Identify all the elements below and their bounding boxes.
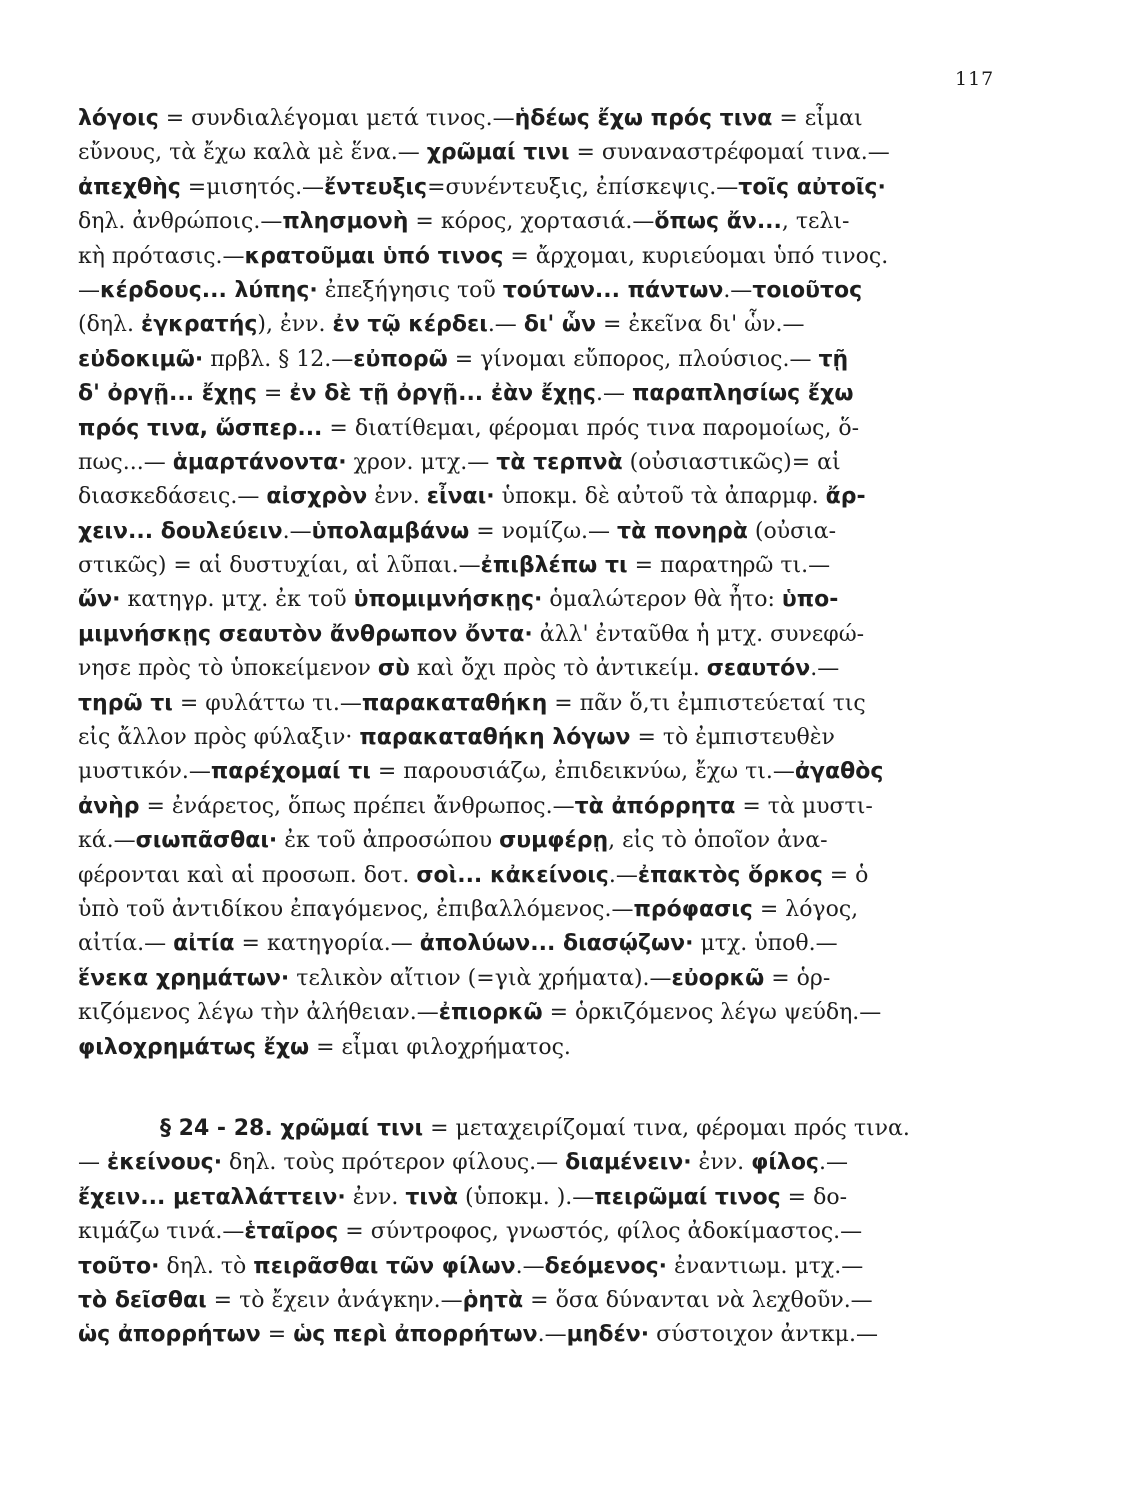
lemma-term: ὤν· xyxy=(78,587,121,613)
gloss-text: = ἄρχομαι, κυριεύομαι ὑπό τινος. xyxy=(503,243,889,269)
lemma-term: τηρῶ τι xyxy=(78,690,173,716)
gloss-text: δηλ. ἀνθρώποις.— xyxy=(78,209,283,235)
gloss-text: κιζόμενος λέγω τὴν ἀλήθειαν.— xyxy=(78,1000,439,1026)
text-line xyxy=(78,962,972,996)
gloss-text: — xyxy=(78,1150,107,1176)
lemma-term: ἀπεχθὴς xyxy=(78,174,181,200)
lemma-term: αἰσχρὸν xyxy=(266,484,368,510)
commentary-paragraph-2 xyxy=(78,1112,972,1353)
gloss-text: = ὁρκιζόμενος λέγω ψεύδη.— xyxy=(542,1000,882,1026)
gloss-text: = φυλάττω τι.— xyxy=(172,690,362,716)
text-line xyxy=(78,1250,972,1284)
gloss-text: = συνδιαλέγομαι μετά τινος.— xyxy=(158,106,515,131)
text-line xyxy=(78,343,972,377)
text-line xyxy=(78,927,972,961)
lemma-term: δεόμενος· xyxy=(544,1253,668,1279)
text-line xyxy=(78,893,972,927)
gloss-text: ἐνν. xyxy=(345,1184,406,1210)
gloss-text: = λόγος, xyxy=(752,896,859,922)
lemma-term: παρέχομαί τι xyxy=(210,759,371,785)
gloss-text: = συναναστρέφομαί τινα.— xyxy=(569,140,890,166)
page-number: 117 xyxy=(955,68,995,90)
gloss-text: ἐνν. xyxy=(691,1150,752,1176)
gloss-text: = δο- xyxy=(780,1184,848,1210)
gloss-text: φέρονται καὶ αἱ προσωπ. δοτ. xyxy=(78,862,417,888)
gloss-text: (δηλ. xyxy=(78,312,141,338)
gloss-text: δηλ. τοὺς πρότερον φίλους.— xyxy=(222,1150,566,1176)
gloss-text: ἐνν. xyxy=(367,484,427,510)
gloss-text: = xyxy=(260,1322,294,1348)
text-line xyxy=(78,755,972,789)
lemma-term: δ' ὀργῇ... ἔχῃς xyxy=(78,381,257,407)
lemma-term: συμφέρῃ xyxy=(499,828,609,854)
lemma-term: σοὶ... κἀκείνοις xyxy=(416,862,609,888)
lemma-term: ὡς ἀπορρήτων xyxy=(78,1322,261,1348)
lemma-term: § 24 - 28. χρῶμαί τινι xyxy=(160,1115,424,1141)
lemma-term: τὰ τερπνὰ xyxy=(496,449,623,475)
gloss-text: .— xyxy=(723,277,753,303)
lemma-term: χρῶμαί τινι xyxy=(426,140,570,166)
lemma-term: παρακαταθήκη λόγων xyxy=(359,725,631,751)
gloss-text: ὁμαλώτερον θὰ ἦτο: xyxy=(542,587,782,613)
lemma-term: σὺ xyxy=(377,656,410,682)
gloss-text: = σύντροφος, γνωστός, φίλος ἀδοκίμαστος.— xyxy=(338,1219,863,1245)
lemma-term: μηδέν· xyxy=(566,1322,650,1348)
lemma-term: ἐπιβλέπω τι xyxy=(480,553,628,579)
lemma-term: κρατοῦμαι ὑπό τινος xyxy=(244,243,504,269)
lemma-term: εἶναι· xyxy=(426,484,495,510)
gloss-text: .— xyxy=(608,862,638,888)
lemma-term: ἔντευξις xyxy=(324,174,428,200)
lemma-term: ὡς περὶ ἀπορρήτων xyxy=(293,1322,538,1348)
lemma-term: τινὰ xyxy=(405,1184,459,1210)
gloss-text: = εἶμαι φιλοχρήματος. xyxy=(309,1034,571,1060)
gloss-text: — xyxy=(78,277,100,303)
lemma-term: εὐδοκιμῶ· xyxy=(78,346,204,372)
gloss-text: τελικὸν αἴτιον (=γιὰ χρήματα).— xyxy=(289,965,672,991)
gloss-text: κατηγρ. μτχ. ἐκ τοῦ xyxy=(120,587,354,613)
lemma-term: ὑπο- xyxy=(781,587,839,613)
lemma-term: ἡδέως ἔχω πρός τινα xyxy=(514,106,773,131)
lemma-term: ἑταῖρος xyxy=(244,1219,339,1245)
paragraph-gap xyxy=(78,1065,972,1112)
lemma-term: ἐν τῷ κέρδει xyxy=(332,312,488,338)
gloss-text: πως...— xyxy=(78,449,173,475)
text-line xyxy=(78,1215,972,1249)
gloss-text: =συνέντευξις, ἐπίσκεψις.— xyxy=(427,174,739,200)
text-line xyxy=(78,1318,972,1352)
lemma-term: χειν... δουλεύειν xyxy=(78,518,283,544)
gloss-text: , τελι- xyxy=(781,209,850,235)
gloss-text: ὑπὸ τοῦ ἀντιδίκου ἐπαγόμενος, ἐπιβαλλόμενος.— xyxy=(78,896,634,922)
gloss-text: .— xyxy=(537,1322,567,1348)
text-line xyxy=(78,171,972,205)
text-line xyxy=(78,205,972,239)
lemma-term: ἕνεκα χρημάτων· xyxy=(78,965,290,991)
text-line xyxy=(78,1284,972,1318)
gloss-text: (οὐσιαστικῶς)= αἱ xyxy=(622,449,841,475)
gloss-text: κιμάζω τινά.— xyxy=(78,1219,245,1245)
text-line xyxy=(78,687,972,721)
gloss-text: ὑποκμ. δὲ αὐτοῦ τὰ ἀπαρμφ. xyxy=(494,484,826,510)
gloss-text: .— xyxy=(282,518,312,544)
gloss-text: = πᾶν ὅ,τι ἐμπιστεύεταί τις xyxy=(547,690,866,716)
gloss-text: ἀλλ' ἐνταῦθα ἡ μτχ. συνεφώ- xyxy=(532,621,865,647)
gloss-text: μυστικόν.— xyxy=(78,759,211,785)
gloss-text: εἰς ἄλλον πρὸς φύλαξιν· xyxy=(78,725,360,751)
lemma-term: ἀνὴρ xyxy=(78,793,140,819)
text-line xyxy=(78,240,972,274)
text-line xyxy=(78,1031,972,1065)
text-line xyxy=(78,721,972,755)
text-line xyxy=(78,102,972,136)
gloss-text: διασκεδάσεις.— xyxy=(78,484,267,510)
gloss-text: = διατίθεμαι, φέρομαι πρός τινα παρομοίως, ὅ- xyxy=(322,415,860,441)
lemma-term: τῇ xyxy=(818,346,849,372)
gloss-text: ἐκ τοῦ ἀπροσώπου xyxy=(277,828,500,854)
lemma-term: τὸ δεῖσθαι xyxy=(78,1287,207,1313)
text-line xyxy=(78,996,972,1030)
gloss-text: χρον. μτχ.— xyxy=(346,449,497,475)
gloss-text: = ἐνάρετος, ὅπως πρέπει ἄνθρωπος.— xyxy=(139,793,575,819)
gloss-text: καὶ ὄχι πρὸς τὸ ἀντικείμ. xyxy=(409,656,707,682)
lemma-term: εὐορκῶ xyxy=(671,965,765,991)
gloss-text: αἰτία.— xyxy=(78,931,174,957)
text-line xyxy=(78,618,972,652)
gloss-text: ἐναντιωμ. μτχ.— xyxy=(667,1253,864,1279)
text-line xyxy=(78,308,972,342)
lemma-term: φίλος xyxy=(751,1150,819,1176)
gloss-text: = γίνομαι εὔπορος, πλούσιος.— xyxy=(447,346,819,372)
gloss-text: δηλ. τὸ xyxy=(159,1253,254,1279)
gloss-text: (ὑποκμ. ).— xyxy=(458,1184,595,1210)
gloss-text: = xyxy=(256,381,290,407)
gloss-text: = ὅσα δύνανται νὰ λεχθοῦν.— xyxy=(523,1287,873,1313)
lemma-term: τοιοῦτος xyxy=(752,277,863,303)
gloss-text: .— xyxy=(487,312,524,338)
lemma-term: παραπλησίως ἔχω xyxy=(631,381,854,407)
text-line xyxy=(78,1146,972,1180)
lemma-term: τὰ πονηρὰ xyxy=(617,518,748,544)
text-line xyxy=(78,583,972,617)
gloss-text: νησε πρὸς τὸ ὑποκείμενον xyxy=(78,656,378,682)
lemma-term: σεαυτόν xyxy=(706,656,811,682)
text-line xyxy=(78,446,972,480)
gloss-text: .— xyxy=(515,1253,545,1279)
lemma-term: ἐν δὲ τῇ ὀργῇ... ἐὰν ἔχῃς xyxy=(289,381,596,407)
gloss-text: = τὸ ἐμπιστευθὲν xyxy=(630,725,835,751)
gloss-text: =μισητός.— xyxy=(180,174,325,200)
lemma-term: τοῦτο· xyxy=(78,1253,160,1279)
lemma-term: κέρδους... λύπης· xyxy=(100,277,318,303)
lemma-term: ὑπολαμβάνω xyxy=(311,518,470,544)
text-line xyxy=(78,824,972,858)
gloss-text: = μεταχειρίζομαί τινα, φέρομαι πρός τινα. xyxy=(423,1115,910,1141)
gloss-text: μτχ. ὑποθ.— xyxy=(693,931,838,957)
text-line xyxy=(78,790,972,824)
lemma-term: ἐπακτὸς ὅρκος xyxy=(637,862,823,888)
gloss-text: .— xyxy=(595,381,632,407)
text-line xyxy=(78,549,972,583)
gloss-text: = ὁ xyxy=(822,862,869,888)
text-line xyxy=(78,377,972,411)
text-line xyxy=(78,652,972,686)
text-line xyxy=(78,1112,972,1146)
gloss-text: = τὸ ἔχειν ἀνάγκην.— xyxy=(206,1287,463,1313)
lemma-term: ῥητὰ xyxy=(462,1287,524,1313)
gloss-text: εὔνους, τὰ ἔχω καλὰ μὲ ἕνα.— xyxy=(78,140,427,166)
gloss-text: , εἰς τὸ ὁποῖον ἀνα- xyxy=(608,828,828,854)
gloss-text: ἐπεξήγησις τοῦ xyxy=(317,277,503,303)
lemma-term: λόγοις xyxy=(78,106,159,131)
gloss-text: = νομίζω.— xyxy=(469,518,618,544)
gloss-text: = τὰ μυστι- xyxy=(735,793,873,819)
lemma-term: ἐπιορκῶ xyxy=(438,1000,543,1026)
lemma-term: πρός τινα, ὥσπερ... xyxy=(78,415,323,441)
gloss-text: = παρουσιάζω, ἐπιδεικνύω, ἔχω τι.— xyxy=(370,759,795,785)
text-line xyxy=(78,412,972,446)
text-line xyxy=(78,136,972,170)
gloss-text: κὴ πρότασις.— xyxy=(78,243,245,269)
lemma-term: ἀπολύων... διασῴζων· xyxy=(419,931,694,957)
lemma-term: παρακαταθήκη xyxy=(361,690,548,716)
lemma-term: πειρῶμαί τινος xyxy=(594,1184,781,1210)
gloss-text: = εἶμαι xyxy=(772,106,863,131)
lemma-term: φιλοχρημάτως ἔχω xyxy=(78,1034,310,1060)
lemma-term: ἔχειν... μεταλλάττειν· xyxy=(78,1184,346,1210)
lemma-term: μιμνήσκῃς σεαυτὸν ἄνθρωπον ὄντα· xyxy=(78,621,533,647)
lemma-term: δι' ὧν xyxy=(523,312,596,338)
lemma-term: ἀγαθὸς xyxy=(794,759,884,785)
lemma-term: τὰ ἀπόρρητα xyxy=(574,793,736,819)
gloss-text: = ἐκεῖνα δι' ὧν.— xyxy=(596,312,805,338)
lemma-term: διαμένειν· xyxy=(565,1150,692,1176)
gloss-text: = κόρος, χορτασιά.— xyxy=(408,209,655,235)
lemma-term: ἐκείνους· xyxy=(107,1150,223,1176)
lemma-term: ὅπως ἄν... xyxy=(654,209,782,235)
lemma-term: τούτων... πάντων xyxy=(502,277,724,303)
gloss-text: στικῶς) = αἱ δυστυχίαι, αἱ λῦπαι.— xyxy=(78,553,481,579)
gloss-text: = ὁρ- xyxy=(764,965,831,991)
text-line xyxy=(78,274,972,308)
lemma-term: σιωπᾶσθαι· xyxy=(135,828,278,854)
gloss-text: = κατηγορία.— xyxy=(234,931,420,957)
lemma-term: ἄρ- xyxy=(825,484,866,510)
gloss-text: .— xyxy=(810,656,840,682)
text-line xyxy=(78,515,972,549)
lemma-term: πειρᾶσθαι τῶν φίλων xyxy=(253,1253,516,1279)
text-line xyxy=(78,480,972,514)
text-line xyxy=(78,1181,972,1215)
lemma-term: πλησμονὴ xyxy=(282,209,409,235)
lemma-term: ὑπομιμνήσκῃς· xyxy=(353,587,543,613)
lemma-term: αἰτία xyxy=(173,931,235,957)
lemma-term: τοῖς αὐτοῖς· xyxy=(738,174,886,200)
gloss-text: .— xyxy=(818,1150,848,1176)
lemma-term: ἐγκρατής xyxy=(140,312,258,338)
lemma-term: ἁμαρτάνοντα· xyxy=(172,449,347,475)
gloss-text: πρβλ. § 12.— xyxy=(203,346,354,372)
commentary-paragraph-1 xyxy=(78,102,972,1065)
commentary-body xyxy=(78,102,972,1353)
gloss-text: (οὐσια- xyxy=(747,518,837,544)
gloss-text: = παρατηρῶ τι.— xyxy=(627,553,831,579)
lemma-term: πρόφασις xyxy=(633,896,753,922)
gloss-text: κά.— xyxy=(78,828,136,854)
lemma-term: εὐπορῶ xyxy=(353,346,448,372)
gloss-text: ), ἐνν. xyxy=(257,312,333,338)
text-line xyxy=(78,859,972,893)
gloss-text: σύστοιχον ἀντκμ.— xyxy=(649,1322,878,1348)
